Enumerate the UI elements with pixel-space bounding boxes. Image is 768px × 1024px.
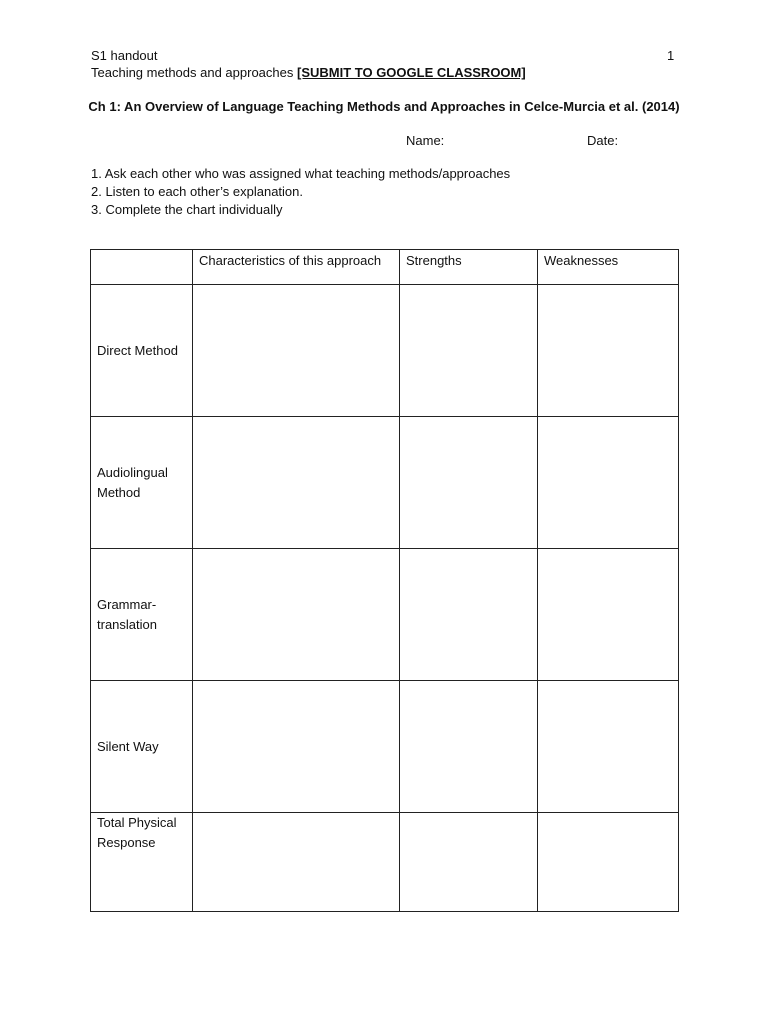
strengths-cell[interactable] [400,285,538,417]
instruction-item: 3. Complete the chart individually [91,202,283,217]
table-row [91,681,679,813]
header-cell-weaknesses: Weaknesses [538,250,679,285]
chapter-title: Ch 1: An Overview of Language Teaching Methods and Approaches in Celce-Murcia et al. (2014) [88,99,680,114]
header-cell-strengths: Strengths [400,250,538,285]
subtitle-line [91,64,526,81]
row-label-audiolingual: Audiolingual Method [91,417,193,549]
weaknesses-cell[interactable] [538,681,679,813]
table-header-row [91,250,679,285]
row-label-silent-way: Silent Way [91,681,193,813]
characteristics-cell[interactable] [193,549,400,681]
header-cell-blank [91,250,193,285]
submit-tag: [SUBMIT TO GOOGLE CLASSROOM] [297,65,526,80]
instruction-item: 1. Ask each other who was assigned what teaching methods/approaches [91,166,511,181]
grammar-label-part-1: Grammar- [97,596,157,612]
characteristics-cell[interactable] [193,813,400,912]
instruction-item: 2. Listen to each other’s explanation. [91,184,303,199]
characteristics-cell[interactable] [193,681,400,813]
characteristics-cell[interactable] [193,285,400,417]
weaknesses-cell[interactable] [538,549,679,681]
weaknesses-cell[interactable] [538,285,679,417]
table-row [91,813,679,912]
strengths-cell[interactable] [400,813,538,912]
header-cell-characteristics: Characteristics of this approach [193,250,400,285]
grammar-label-part-2: translation [97,616,157,632]
weaknesses-cell[interactable] [538,813,679,912]
weaknesses-cell[interactable] [538,417,679,549]
document-header [91,47,526,81]
subtitle-text: Teaching methods and approaches [91,65,294,80]
strengths-cell[interactable] [400,549,538,681]
row-label-direct-method: Direct Method [91,285,193,417]
strengths-cell[interactable] [400,681,538,813]
table-row [91,417,679,549]
characteristics-cell[interactable] [193,417,400,549]
instructions-list [91,165,510,219]
table-row [91,285,679,417]
page-number: 1 [667,48,675,63]
name-label: Name: [406,133,445,148]
strengths-cell[interactable] [400,417,538,549]
table-row [91,549,679,681]
row-label-tpr: Total Physical Response [91,813,193,912]
course-label: S1 handout [91,48,158,63]
methods-chart [90,249,679,912]
row-label-grammar-translation [91,549,193,681]
date-label: Date: [587,133,619,148]
